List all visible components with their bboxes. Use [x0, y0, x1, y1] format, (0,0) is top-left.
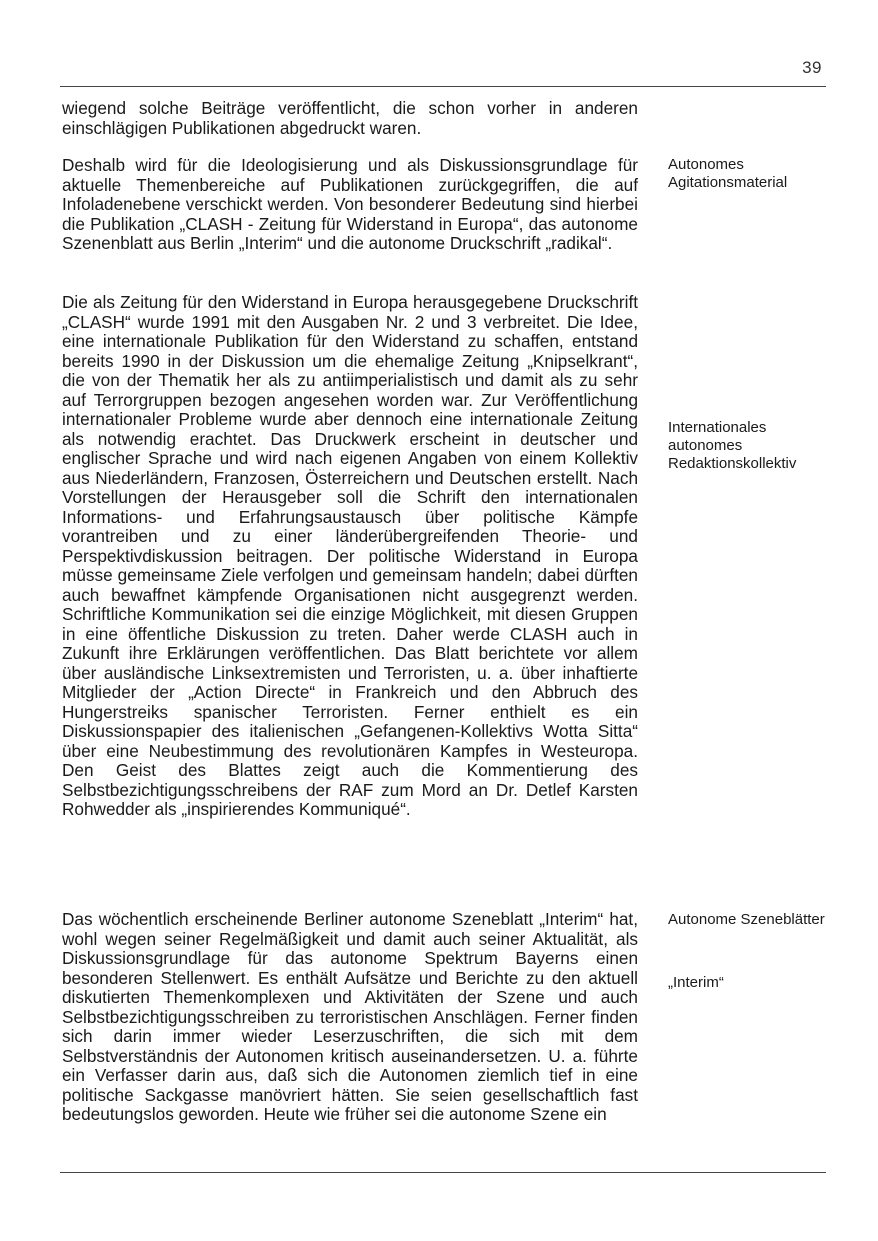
- page-number: 39: [802, 58, 822, 77]
- margin-note-interim: „Interim“: [668, 974, 724, 991]
- body-paragraph-2: Deshalb wird für die Ideologisierung und als Diskussionsgrundlage für aktuelle Themenbereiche auf Publikationen zurückgegriffen, die auf Infoladenebene verschickt werden. Von besonderer Bedeutung sind hierbei die Publikation „CLASH - Zeitung für Widerstand in Europa“, das autonome Szenenblatt aus Berlin „Interim“ und die autonome Druckschrift „radikal“.: [62, 155, 638, 253]
- body-paragraph-3: Die als Zeitung für den Widerstand in Europa herausgegebene Druckschrift „CLASH“ wurde 1991 mit den Ausgaben Nr. 2 und 3 verbreitet. Die Idee, eine internationale Publikation für den Widerstand zu schaffen, entstand bereits 1990 in der Diskussion um die ehemalige Zeitung „Knipselkrant“, die von der Thematik her als zu antiimperialistisch und damit als zu sehr auf Terrorgruppen bezogen angesehen worden war. Zur Veröffentlichung internationaler Probleme wurde aber dennoch eine internationale Zeitung als notwendig erachtet. Das Druckwerk erscheint in deutscher und englischer Sprache und wird nach eigenen Angaben von einem Kollektiv aus Niederländern, Franzosen, Österreichern und Deutschen erstellt. Nach Vorstellungen der Herausgeber soll die Schrift den internationalen Informations- und Erfahrungsaustausch über politische Kämpfe vorantreiben und zu einer länderübergreifenden Theorie- und Perspektivdiskussion beitragen. Der politische Widerstand in Europa müsse gemeinsame Ziele verfolgen und gemeinsam handeln; dabei dürften auch bewaffnet kämpfende Organisationen nicht ausgegrenzt werden. Schriftliche Kommunikation sei die einzige Möglichkeit, mit diesen Gruppen in eine öffentliche Diskussion zu treten. Daher werde CLASH auch in Zukunft ihre Erklärungen veröffentlichen. Das Blatt berichtete vor allem über ausländische Linksextremisten und Terroristen, u. a. über inhaftierte Mitglieder der „Action Directe“ in Frankreich und den Abbruch des Hungerstreiks spanischer Terroristen. Ferner enthielt es ein Diskussionspapier des italienischen „Gefangenen-Kollektivs Wotta Sitta“ über eine Neubestimmung des revolutionären Kampfes in Westeuropa. Den Geist des Blattes zeigt auch die Kommentierung des Selbstbezichtigungsschreibens der RAF zum Mord an Dr. Detlef Karsten Rohwedder als „inspirierendes Kommuniqué“.: [62, 292, 638, 819]
- body-paragraph-1: wiegend solche Beiträge veröffentlicht, die schon vorher in anderen einschlägigen Publikationen abgedruckt waren.: [62, 98, 638, 138]
- margin-note-agitationsmaterial: Autonomes Agitationsmaterial: [668, 156, 788, 191]
- margin-note-szeneblaetter: Autonome Szeneblätter: [668, 911, 825, 928]
- top-rule: [60, 86, 826, 87]
- bottom-rule: [60, 1172, 826, 1173]
- margin-note-redaktionskollektiv: Internationales autonomes Redaktionskollektiv: [668, 419, 797, 472]
- body-paragraph-4: Das wöchentlich erscheinende Berliner autonome Szeneblatt „Interim“ hat, wohl wegen seiner Regelmäßigkeit und damit auch seiner Aktualität, als Diskussionsgrundlage für das autonome Spektrum Bayerns einen besonderen Stellenwert. Es enthält Aufsätze und Berichte zu den aktuell diskutierten Themenkomplexen und Aktivitäten der Szene und auch Selbstbezichtigungsschreiben zu terroristischen Anschlägen. Ferner finden sich darin immer wieder Leserzuschriften, die sich mit dem Selbstverständnis der Autonomen kritisch auseinandersetzen. U. a. führte ein Verfasser darin aus, daß sich die Autonomen ziemlich tief in eine politische Sackgasse manövriert hätten. Sie seien gesellschaftlich fast bedeutungslos geworden. Heute wie früher sei die autonome Szene ein: [62, 909, 638, 1124]
